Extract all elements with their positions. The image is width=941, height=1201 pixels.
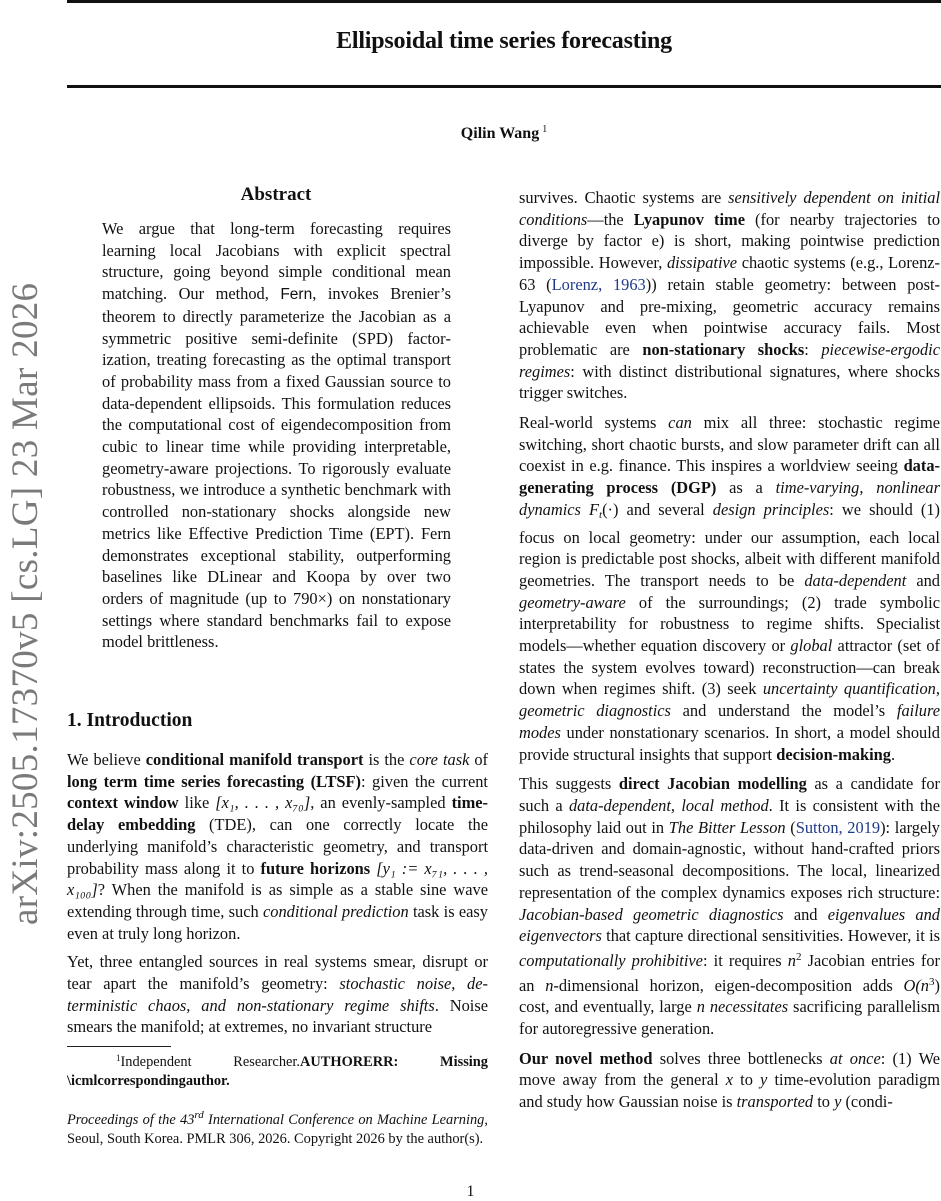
abstract-heading: Abstract [240,184,312,205]
arxiv-stamp[interactable]: arXiv:2505.17370v5 [cs.LG] 23 Mar 2026 [5,282,46,925]
paper-title: Ellipsoidal time series forecasting [336,28,672,54]
introduction-left-column [67,749,488,1038]
paragraph: Our novel method solves three bottlenecks at once: (1) We move away from the general x to y time-evolution paradigm and study how Gaussian noise is transported to y (condi- [519,1048,941,1112]
title-rule-bottom [67,85,941,88]
math-future-horizon: [y₁ := x₇₁, . . . , x₁₀₀] [67,858,488,900]
paragraph: Yet, three entangled sources in real systems smear, disrupt or tear apart the manifold’s geometry: stochastic noise, deterministic chaos, and non-stationary regime shifts. Noise smears the manifold; at extremes, no invariant structure [67,952,489,1037]
title-rule-top [67,0,941,3]
citation-link-lorenz[interactable]: Lorenz, 1963 [551,274,646,294]
section-heading-introduction: 1. Introduction [67,710,193,731]
paragraph: survives. Chaotic systems are sensitively dependent on initial conditions—the Lyapunov time (for nearby trajectories to diverge by factor e) is short, making pointwise prediction impossible. However, dissipative chaotic systems (e.g., Lorenz-63 (Lorenz, 1963)) retain stable geometry: between post-Lyapunov and pre-mixing, geometric accuracy remains achievable even when pointwise accuracy fails. Most problematic are non-stationary shocks: piecewise-ergodic regimes: with distinct distributional signatures, where shocks trigger switches. [519,188,941,403]
page-number: 1 [466,1183,475,1200]
affiliation-mark: 1 [542,124,548,135]
footnote-rule [67,1046,171,1047]
math-context-window: [x₁, . . . , x₇₀] [215,793,311,813]
paragraph: Real-world systems can mix all three: stochastic regime switching, short chaotic bursts, and slow parameter drift can all coexist in e.g. finance. This inspires a worldview seeing data-generating process (DGP) as a time-varying, nonlinear dynamics $F_t(\cdot)$ and several design principles: we should (1) focus on local geometry: under our assumption, each local region is predictable post shocks, albeit with different manifold geometries. The transport needs to be data-dependent and geometry-aware of the surroundings; (2) trade symbolic interpretability for robustness to regime shifts. Specialist models—whether equation discovery or global attractor (set of states the system evolves toward) reconstruction—can break down when regimes shift. (3) seek uncertainty quantification, geometric diagnostics and understand the model’s failure modes under nonstationary scenarios. In short, a model should provide structural insights that support decision-making. [519,413,941,764]
paragraph: We believe conditional manifold transport is the core task of long term time series forecasting (LTSF): given the current context window like [x₁, . . . , x₇₀], an evenly-sampled time-delay embedding (TDE), can one correctly locate the underlying manifold’s characteristic geometry, and transport probability mass along it to future horizons [y₁ := x₇₁, . . . , x₁₀₀]? When the manifold is as simple as a stable sine wave extending through time, such conditional prediction task is easy even at truly long horizon. [67,750,489,943]
proceedings-notice: Proceedings of the 43rd International Conference on Machine Learning, Seoul, South Korea. PMLR 306, 2026. Copyright 2026 by the author(s). [67,1109,488,1147]
author-line [67,124,941,143]
introduction-right-column [519,187,940,1113]
method-name: Fern [280,286,313,304]
citation-link-sutton[interactable]: Sutton, 2019 [795,817,881,837]
abstract-body: We argue that long-term forecasting requires learning local Jacobians with explicit spectral structure, going beyond simple conditional mean matching. Our method, Fern, invokes Brenier’s theorem to directly parameterize the Jacobian as a symmetric positive semi-definite (SPD) factorization, treating forecasting as the optimal transport of probability mass from a fixed Gaussian source to data-dependent ellipsoids. This formulation reduces the computational cost of eigendecomposition from cubic to linear time while providing interpretable, geometry-aware projections. To rigorously evaluate robustness, we introduce a synthetic benchmark with controlled non-stationary shocks alongside new metrics like Effective Prediction Time (EPT). Fern demonstrates exceptional stability, outperforming baselines like DLinear and Koopa by over two orders of magnitude (up to 790×) on nonstationary settings where standard benchmarks fail to expose model brittleness. [102,219,451,652]
author-name: Qilin Wang [460,125,540,142]
paragraph: This suggests direct Jacobian modelling as a candidate for such a data-dependent, local method. It is consistent with the philosophy laid out in The Bitter Lesson (Sutton, 2019): largely data-driven and domain-agnostic, without hand-crafted priors such as trend-seasonal decompositions. The local, linearized representation of the complex dynamics exposes rich structure: Jacobian-based geometric diagnostics and eigenvalues and eigenvectors that capture directional sensitivities. However, it is computationally prohibitive: it requires $n^2$ Jacobian entries for an n-dimensional horizon, eigen-decomposition adds $O(n^3)$ cost, and eventually, large n necessitates sacrificing parallelism for autoregressive generation. [519,774,941,1039]
footnote-affiliation: $^1$Independent Researcher.AUTHORERR: Missing \icmlcorrespondingauthor. [67,1053,488,1089]
